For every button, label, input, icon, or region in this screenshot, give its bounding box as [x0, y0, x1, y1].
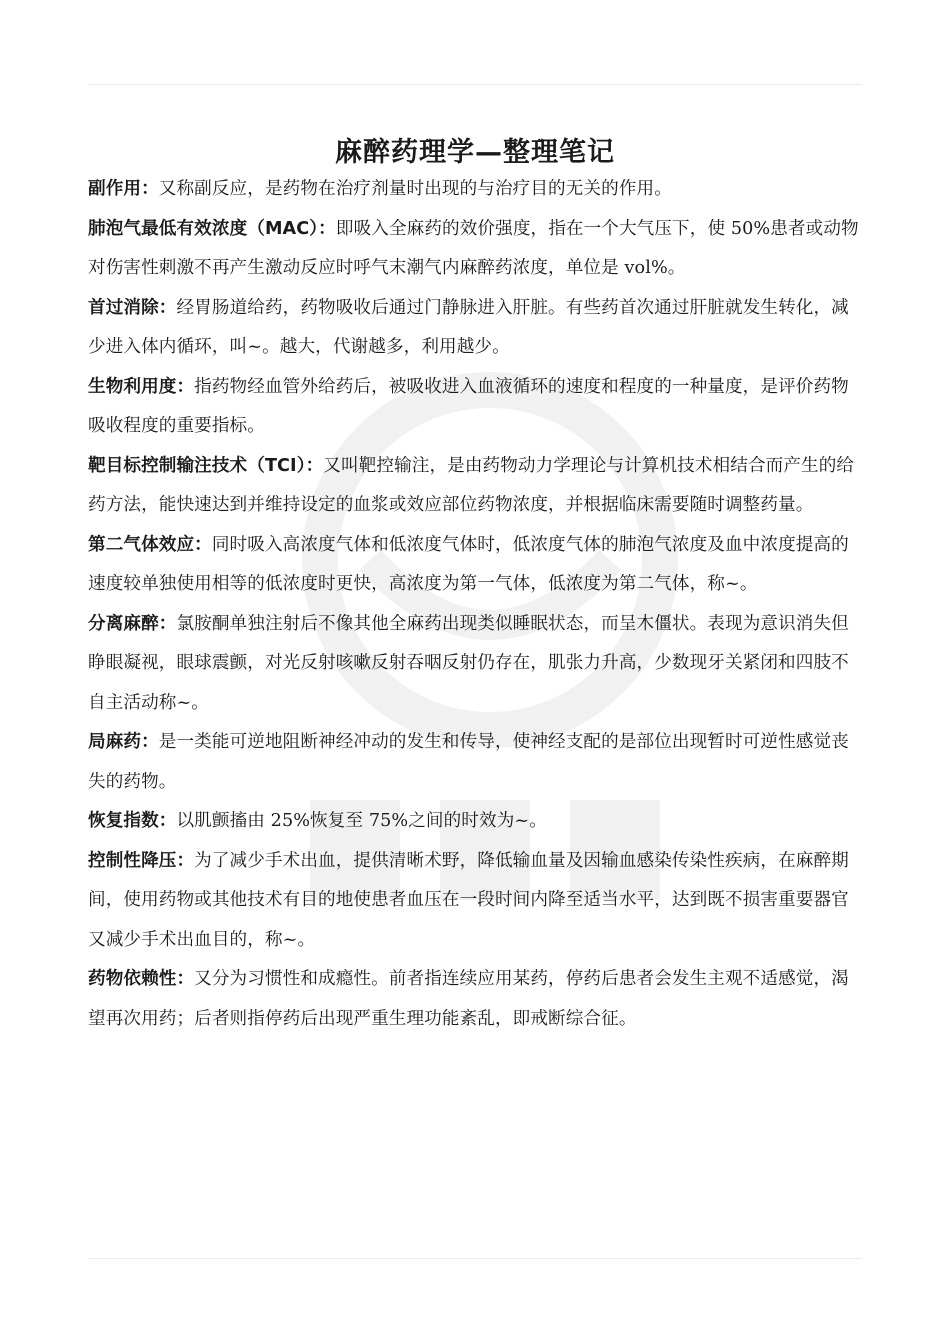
- entry-definition: 又分为习惯性和成瘾性。前者指连续应用某药，停药后患者会发生主观不适感觉，渴望再次用药；后者则指停药后出现严重生理功能紊乱，即戒断综合征。: [88, 969, 849, 1029]
- entry-side-effect: [88, 170, 864, 210]
- entry-term: 靶目标控制输注技术（TCI）：: [88, 455, 324, 476]
- header-rule: [88, 84, 862, 85]
- entry-definition: 为了减少手术出血，提供清晰术野，降低输血量及因输血感染传染性疾病，在麻醉期间，使用药物或其他技术有目的地使患者血压在一段时间内降至适当水平，达到既不损害重要器官又减少手术出血目的，称~。: [88, 850, 849, 950]
- entry-term: 第二气体效应：: [88, 534, 212, 555]
- entry-definition: 经胃肠道给药，药物吸收后通过门静脉进入肝脏。有些药首次通过肝脏就发生转化，减少进入体内循环，叫~。越大，代谢越多，利用越少。: [88, 297, 849, 357]
- entry-definition: 又叫靶控输注，是由药物动力学理论与计算机技术相结合而产生的给药方法，能快速达到并维持设定的血浆或效应部位药物浓度，并根据临床需要随时调整药量。: [88, 455, 855, 515]
- footer-rule: [88, 1258, 862, 1259]
- entry-definition: 是一类能可逆地阻断神经冲动的发生和传导，使神经支配的是部位出现暂时可逆性感觉丧失的药物。: [88, 732, 849, 792]
- entry-definition: 氯胺酮单独注射后不像其他全麻药出现类似睡眠状态，而呈木僵状。表现为意识消失但睁眼凝视，眼球震颤，对光反射咳嗽反射吞咽反射仍存在，肌张力升高，少数现牙关紧闭和四肢不自主活动称~。: [88, 613, 849, 713]
- entry-term: 副作用：: [88, 179, 159, 199]
- entry-term: 肺泡气最低有效浓度（MAC）：: [88, 218, 336, 239]
- page-title: 麻醉药理学—整理笔记: [335, 137, 615, 169]
- entry-term: 控制性降压：: [88, 850, 195, 871]
- entry-drug-dependence: [88, 960, 864, 1039]
- notes-body: [88, 170, 864, 1039]
- entry-term: 分离麻醉：: [88, 613, 177, 634]
- entry-bioavailability: [88, 368, 864, 447]
- entry-definition: 又称副反应，是药物在治疗剂量时出现的与治疗目的无关的作用。: [158, 179, 672, 199]
- entry-tci: [88, 447, 864, 526]
- entry-mac: [88, 210, 864, 289]
- entry-first-pass: [88, 289, 864, 368]
- entry-term: 局麻药：: [88, 732, 159, 752]
- entry-recovery-index: [88, 802, 864, 842]
- entry-definition: 同时吸入高浓度气体和低浓度气体时，低浓度气体的肺泡气浓度及血中浓度提高的速度较单独使用相等的低浓度时更快，高浓度为第一气体，低浓度为第二气体，称~。: [88, 534, 849, 594]
- entry-definition: 以肌颤搐由 25%恢复至 75%之间的时效为~。: [176, 811, 547, 831]
- entry-term: 药物依赖性：: [88, 969, 195, 989]
- entry-local-anesthetic: [88, 723, 864, 802]
- entry-controlled-hypotension: [88, 842, 864, 961]
- entry-term: 首过消除：: [88, 297, 177, 318]
- entry-definition: 指药物经血管外给药后，被吸收进入血液循环的速度和程度的一种量度，是评价药物吸收程度的重要指标。: [88, 376, 849, 436]
- entry-dissociative: [88, 605, 864, 724]
- entry-term: 生物利用度：: [88, 376, 195, 397]
- entry-second-gas: [88, 526, 864, 605]
- entry-definition: 即吸入全麻药的效价强度，指在一个大气压下，使 50%患者或动物对伤害性刺激不再产生激动反应时呼气末潮气内麻醉药浓度，单位是 vol%。: [88, 218, 859, 278]
- entry-term: 恢复指数：: [88, 811, 177, 831]
